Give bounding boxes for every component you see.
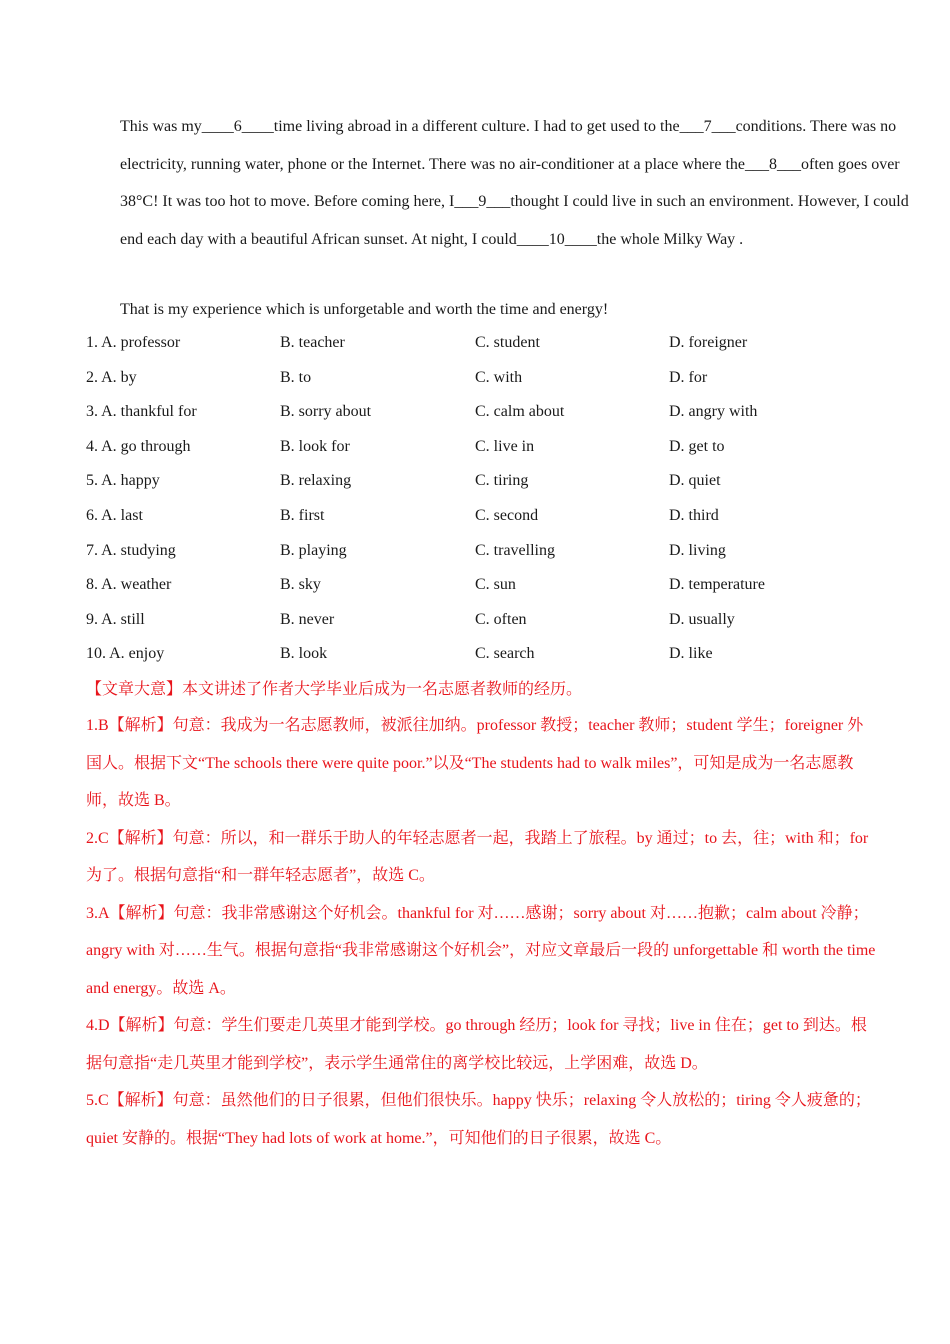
question-row — [86, 464, 876, 499]
passage-paragraph-2: That is my experience which is unforgetable and worth the time and energy! — [120, 301, 609, 318]
question-row — [86, 430, 876, 465]
question-row — [86, 499, 876, 534]
option-b: B. look — [280, 645, 328, 663]
passage-paragraph-1: This was my____6____time living abroad in a different culture. I had to get used to the___7___conditions. There was no electricity, running water, phone or the Internet. There was no air-conditioner at a place where the___8___often goes over 38°C! It was too hot to move. Before coming here, I___9___thought I could live in such an environment. However, I could end each day with a beautiful African sunset. At night, I could____10____the whole Milky Way . — [120, 118, 909, 248]
option-d: D. temperature — [669, 576, 765, 594]
option-c: C. sun — [475, 576, 516, 594]
option-b: B. look for — [280, 437, 350, 455]
option-c: C. live in — [475, 437, 535, 455]
option-d: D. get to — [669, 437, 725, 455]
question-row — [86, 568, 876, 603]
question-row — [86, 534, 876, 569]
option-d: D. angry with — [669, 403, 758, 421]
option-d: D. foreigner — [669, 334, 748, 351]
analysis-item: 5.C【解析】句意：虽然他们的日子很累，但他们很快乐。happy 快乐；relaxing 令人放松的；tiring 令人疲惫的；quiet 安静的。根据“They had lots of work at home.”，可知他们的日子很累，故选 C。 — [86, 1092, 871, 1147]
option-b: B. never — [280, 610, 335, 628]
option-a: 5. A. happy — [86, 472, 160, 490]
option-b: B. sky — [280, 576, 321, 594]
option-d: D. living — [669, 541, 726, 559]
option-c: C. second — [475, 506, 539, 524]
option-c: C. search — [475, 645, 535, 663]
question-options — [86, 326, 876, 672]
option-b: B. relaxing — [280, 472, 352, 490]
answer-analysis — [86, 673, 876, 1157]
analysis-item: 1.B【解析】句意：我成为一名志愿教师，被派往加纳。professor 教授；teacher 教师；student 学生；foreigner 外国人。根据下文“The schools there were quite poor.”以及“The students had to walk miles”，可知是成为一名志愿教师，故选 B。 — [86, 717, 864, 809]
article-summary: 【文章大意】本文讲述了作者大学毕业后成为一名志愿者教师的经历。 — [86, 681, 583, 698]
option-c: C. tiring — [475, 472, 529, 490]
option-d: D. like — [669, 645, 713, 663]
analysis-item: 2.C【解析】句意：所以，和一群乐于助人的年轻志愿者一起，我踏上了旅程。by 通过；to 去，往；with 和；for 为了。根据句意指“和一群年轻志愿者”，故选 C。 — [86, 829, 869, 884]
option-a: 7. A. studying — [86, 541, 176, 559]
option-c: C. student — [475, 334, 540, 351]
option-d: D. usually — [669, 610, 735, 628]
option-d: D. for — [669, 368, 708, 386]
option-b: B. teacher — [280, 334, 345, 351]
option-b: B. first — [280, 506, 325, 524]
question-row — [86, 603, 876, 638]
option-a: 10. A. enjoy — [86, 645, 165, 663]
option-c: C. travelling — [475, 541, 555, 559]
option-a: 9. A. still — [86, 610, 145, 628]
option-a: 6. A. last — [86, 506, 143, 524]
question-row — [86, 637, 876, 672]
question-row — [86, 326, 876, 361]
question-row — [86, 361, 876, 396]
analysis-item: 3.A【解析】句意：我非常感谢这个好机会。thankful for 对……感谢；sorry about 对……抱歉；calm about 冷静；angry with 对……生气。根据句意指“我非常感谢这个好机会”，对应文章最后一段的 unforgettable 和 worth the time and energy。故选 A。 — [86, 904, 876, 997]
option-a: 2. A. by — [86, 368, 137, 386]
option-a: 3. A. thankful for — [86, 403, 197, 421]
option-c: C. with — [475, 368, 523, 386]
option-a: 1. A. professor — [86, 334, 181, 351]
option-c: C. often — [475, 610, 527, 628]
option-a: 4. A. go through — [86, 437, 191, 455]
option-c: C. calm about — [475, 403, 565, 421]
option-d: D. third — [669, 506, 719, 524]
option-b: B. sorry about — [280, 403, 372, 421]
option-b: B. playing — [280, 541, 347, 559]
option-b: B. to — [280, 368, 312, 386]
question-row — [86, 395, 876, 430]
option-a: 8. A. weather — [86, 576, 172, 594]
option-d: D. quiet — [669, 472, 721, 490]
analysis-item: 4.D【解析】句意：学生们要走几英里才能到学校。go through 经历；look for 寻找；live in 住在；get to 到达。根据句意指“走几英里才能到学校”，表示学生通常住的离学校比较远，上学困难，故选 D。 — [86, 1017, 867, 1072]
